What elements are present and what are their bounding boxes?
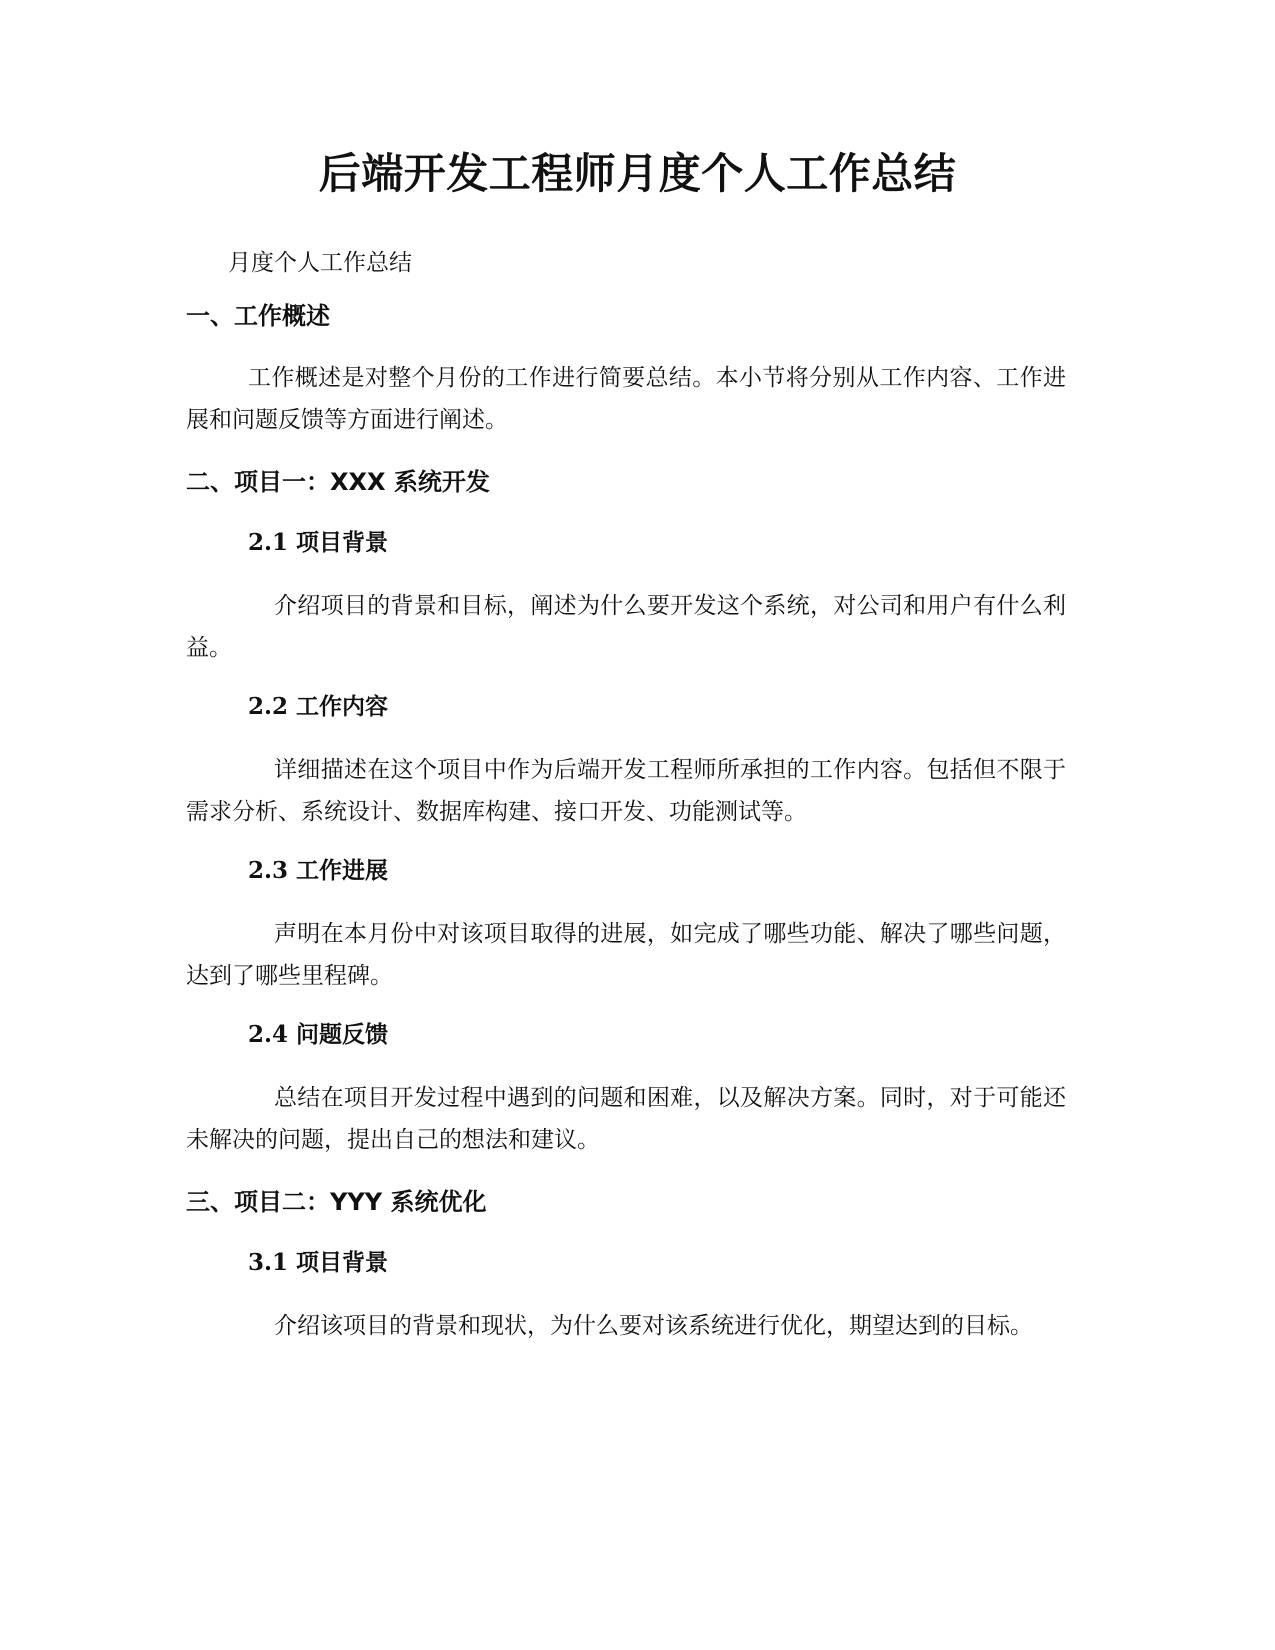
section-2-4-heading: 2.4 问题反馈 (248, 1021, 389, 1048)
section-1-heading: 一、工作概述 (186, 302, 330, 330)
section-2-3-heading: 2.3 工作进展 (248, 857, 389, 884)
section-2-2-heading: 2.2 工作内容 (248, 693, 389, 720)
section-2-1-body: 介绍项目的背景和目标，阐述为什么要开发这个系统，对公司和用户有什么利益。 (186, 593, 1066, 661)
section-2-4-body: 总结在项目开发过程中遇到的问题和困难，以及解决方案。同时，对于可能还未解决的问题，提出自己的想法和建议。 (186, 1085, 1066, 1153)
section-2-heading: 二、项目一：XXX 系统开发 (186, 468, 490, 496)
document-subtitle: 月度个人工作总结 (228, 250, 412, 276)
section-1-body: 工作概述是对整个月份的工作进行简要总结。本小节将分别从工作内容、工作进展和问题反馈等方面进行阐述。 (186, 365, 1066, 433)
section-3-heading: 三、项目二：YYY 系统优化 (186, 1188, 487, 1216)
section-3-1-body: 介绍该项目的背景和现状，为什么要对该系统进行优化，期望达到的目标。 (274, 1313, 1033, 1339)
document-title: 后端开发工程师月度个人工作总结 (318, 149, 957, 198)
section-2-2-body: 详细描述在这个项目中作为后端开发工程师所承担的工作内容。包括但不限于需求分析、系统设计、数据库构建、接口开发、功能测试等。 (186, 757, 1066, 825)
section-3-1-heading: 3.1 项目背景 (248, 1249, 389, 1276)
section-2-1-heading: 2.1 项目背景 (248, 529, 389, 556)
section-2-3-body: 声明在本月份中对该项目取得的进展，如完成了哪些功能、解决了哪些问题，达到了哪些里程碑。 (186, 921, 1066, 989)
